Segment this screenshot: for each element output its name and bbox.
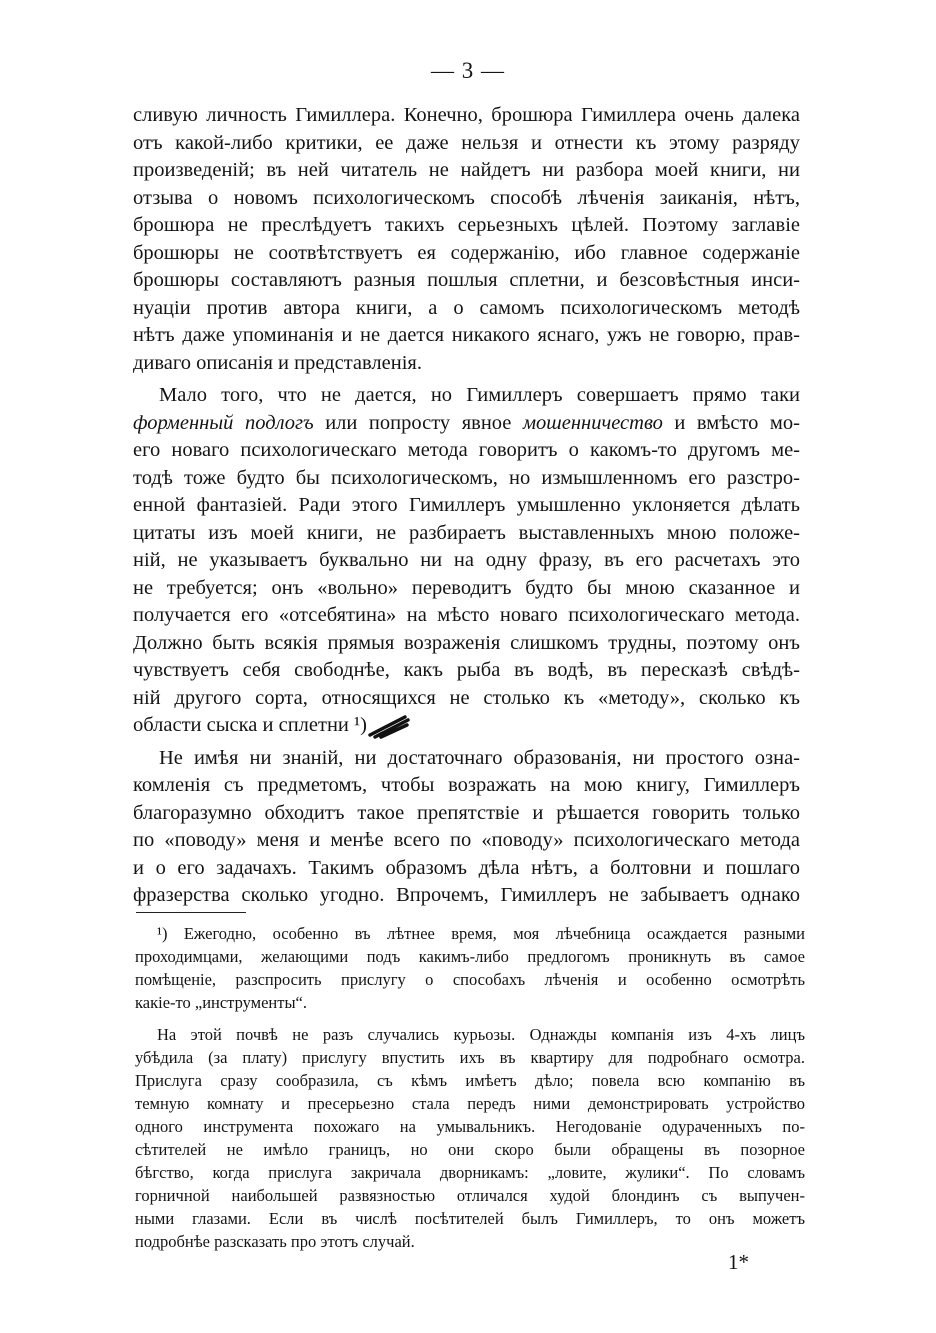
footnote-line: На этой почвѣ не разъ случались курьозы. Однажды компанія изъ 4-хъ лицъ — [157, 1025, 805, 1044]
text-line: отъ какой-либо критики, ее даже нельзя и отнести къ этому разряду — [133, 131, 800, 154]
text-fragment: области сыска и сплетни — [133, 714, 355, 736]
text-line: фразерства сколько угодно. Впрочемъ, Гимиллеръ не забываетъ однако — [133, 884, 800, 906]
text-line: тодѣ тоже будто бы психологическомъ, но измышленномъ его разстро- — [133, 466, 800, 489]
text-line: Мало того, что не дается, но Гимиллеръ совершаетъ прямо таки — [159, 384, 800, 406]
emphasis-text: мошенничество — [522, 411, 663, 434]
footnote-line: бѣгство, когда прислуга закричала дворникамъ: „ловите, жулики“. По словамъ — [135, 1163, 805, 1182]
text-line: брошюры составляютъ разныя пошлыя сплетни, и безсовѣстныя инси- — [133, 269, 800, 291]
footnote-line: ными глазами. Если въ числѣ посѣтителей былъ Гимиллеръ, то онъ можетъ — [135, 1209, 805, 1228]
footnote-line: убѣдила (за плату) прислугу впустить ихъ въ квартиру для подробнаго осмотра. — [135, 1048, 805, 1067]
pen-mark-icon — [367, 713, 411, 739]
text-line: Должно быть всякія прямыя возраженія слишкомъ трудны, поэтому онъ — [133, 631, 800, 654]
text-fragment: и вмѣсто мо- — [662, 411, 800, 434]
text-line: по «поводу» меня и менѣе всего по «поводу» психологическаго метода — [133, 829, 800, 851]
text-line: получается его «отсебятина» на мѣсто новаго психологическаго метода. — [133, 604, 800, 626]
text-line: и о его задачахъ. Такимъ образомъ дѣла нѣтъ, а болтовни и пошлаго — [133, 856, 800, 879]
text-line: ній, не указываетъ буквально ни на одну фразу, въ его расчетахъ это — [133, 549, 800, 571]
text-line: сливую личность Гимиллера. Конечно, брошюра Гимиллера очень далека — [133, 104, 800, 126]
footnote-line: подробнѣе разсказать про этотъ случай. — [135, 1232, 415, 1251]
main-text — [133, 102, 800, 910]
text-line: его новаго психологическаго метода говоритъ о какомъ-то другомъ ме- — [133, 439, 800, 461]
footnote-line: помѣщеніе, разспросить прислугу о способахъ лѣченія и особенно осмотрѣть — [135, 970, 805, 989]
text-line-with-emphasis — [133, 410, 800, 438]
text-line: нѣтъ даже упоминанія и не дается никакого яснаго, ужъ не говорю, прав- — [133, 324, 800, 346]
text-line: Не имѣя ни знаній, ни достаточнаго образованія, ни простого озна- — [159, 746, 800, 769]
text-line — [133, 712, 800, 740]
footnote-line: сѣтителей не имѣло границъ, но они скоро были обращены въ позорное — [135, 1140, 805, 1159]
text-line: комленія съ предметомъ, чтобы возражать на мою книгу, Гимиллеръ — [133, 774, 800, 796]
footnote-line: горничной наибольшей развязностью отличался худой блондинъ съ выпучен- — [135, 1186, 805, 1205]
text-line: отзыва о новомъ психологическомъ способѣ лѣченія заиканія, нѣтъ, — [133, 186, 800, 209]
text-line: ній другого сорта, относящихся не столько къ «методу», сколько къ — [133, 686, 800, 709]
footnote-line: проходимцами, желающими подъ какимъ-либо предлогомъ проникнуть въ самое — [135, 947, 805, 966]
text-line: диваго описанія и представленія. — [133, 351, 422, 374]
emphasis-text: форменный подлогъ — [133, 411, 314, 434]
text-line: не требуется; онъ «вольно» переводитъ будто бы мною сказанное и — [133, 576, 800, 599]
footnote-line: ¹) Ежегодно, особенно въ лѣтнее время, моя лѣчебница осаждается разными — [157, 924, 805, 943]
page-number: — 3 — — [431, 58, 505, 83]
text-line: благоразумно обходитъ такое препятствіе и рѣшается говорить только — [133, 801, 800, 824]
footnotes — [135, 922, 805, 1253]
text-fragment: или попросту явное — [313, 411, 523, 434]
footnote-divider — [136, 912, 246, 913]
footnote-line: темную комнату и пресерьезно стала передъ ними демонстрировать устройство — [135, 1094, 805, 1113]
footnote-line: какіе-то „инструменты“. — [135, 993, 308, 1012]
text-line: брошюра не преслѣдуетъ такихъ серьезныхъ цѣлей. Поэтому заглавіе — [133, 214, 800, 236]
footnote-line: Прислуга сразу сообразила, съ кѣмъ имѣетъ дѣло; повела всю компанію въ — [135, 1071, 805, 1090]
footnote-line: одного инструмента похожаго на умывальникъ. Негодованіе одураченныхъ по- — [135, 1117, 805, 1136]
text-line: енной фантазіей. Ради этого Гимиллеръ умышленно уклоняется дѣлать — [133, 494, 800, 516]
text-line: брошюры не соотвѣтствуетъ ея содержанію, ибо главное содержаніе — [133, 241, 800, 264]
text-line: нуаціи против автора книги, а о самомъ психологическомъ методѣ — [133, 296, 800, 319]
footnote-reference: ¹) — [354, 714, 367, 736]
text-line: чувствуетъ себя свободнѣе, какъ рыба въ водѣ, въ пересказѣ свѣдѣ- — [133, 659, 800, 681]
text-line: цитаты изъ моей книги, не разбираетъ выставленныхъ мною положе- — [133, 521, 800, 544]
printer-signature-mark: 1* — [728, 1250, 749, 1274]
text-line: произведеній; въ ней читатель не найдетъ ни разбора моей книги, ни — [133, 159, 800, 181]
